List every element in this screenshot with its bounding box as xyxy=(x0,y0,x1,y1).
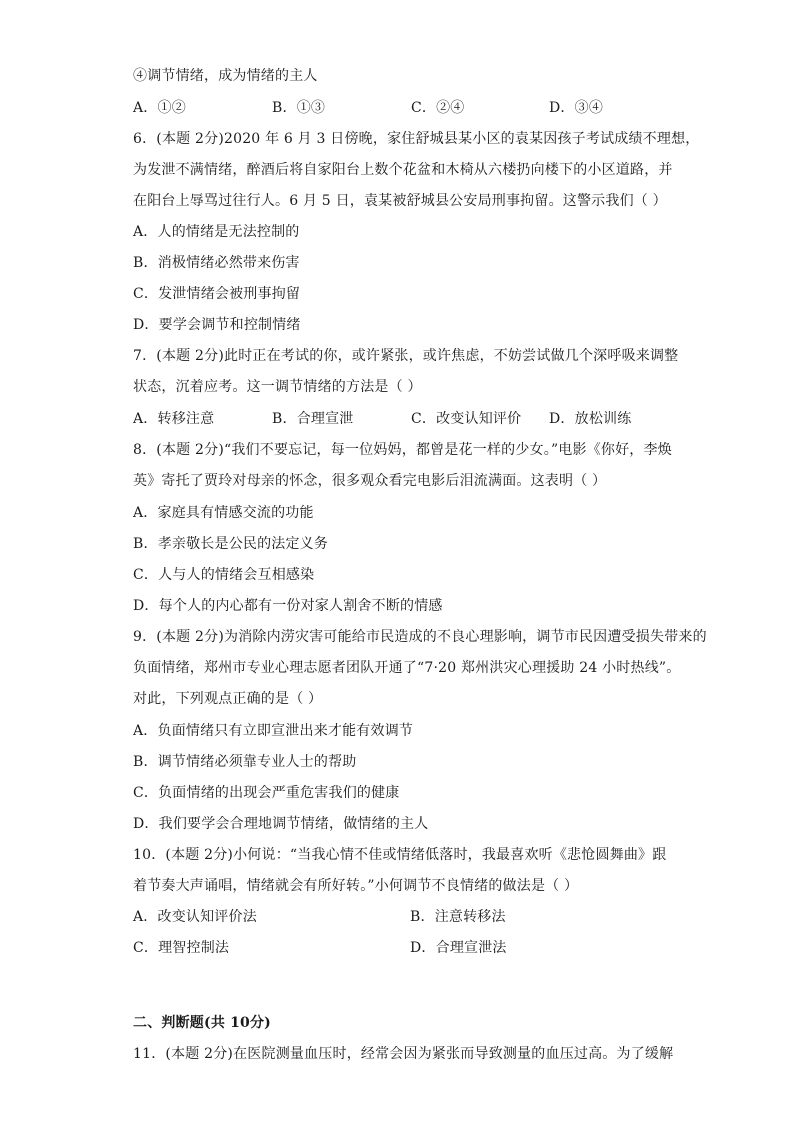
q10-option-d: D．合理宣泄法 xyxy=(410,940,507,956)
q9-option-c: C．负面情绪的出现会严重危害我们的健康 xyxy=(133,785,400,801)
q8-option-d: D．每个人的内心都有一份对家人割舍不断的情感 xyxy=(133,598,443,614)
q7-option-a: A．转移注意 xyxy=(133,411,215,427)
q9-stem-line-2: 负面情绪，郑州市专业心理志愿者团队开通了“7·20 郑州洪灾心理援助 24 小时热线”。 xyxy=(133,660,681,676)
q7-option-d: D．放松训练 xyxy=(549,411,632,427)
q6-stem-line-3: 在阳台上辱骂过往行人。6 月 5 日，袁某被舒城县公安局刑事拘留。这警示我们（ ） xyxy=(133,193,667,209)
q6-option-c: C．发泄情绪会被刑事拘留 xyxy=(133,286,301,302)
q9-stem-line-3: 对此，下列观点正确的是（ ） xyxy=(133,691,323,707)
q10-option-a: A．改变认知评价法 xyxy=(133,909,257,925)
q8-option-b: B．孝亲敬长是公民的法定义务 xyxy=(133,536,329,552)
q6-option-a: A．人的情绪是无法控制的 xyxy=(133,224,300,240)
q6-stem-line-2: 为发泄不满情绪，醉酒后将自家阳台上数个花盆和木椅从六楼扔向楼下的小区道路，并 xyxy=(133,162,673,178)
q9-option-a: A．负面情绪只有立即宣泄出来才能有效调节 xyxy=(133,723,414,739)
q10-option-b: B．注意转移法 xyxy=(410,909,506,925)
q10-stem-line-2: 着节奏大声诵唱，情绪就会有所好转。”小何调节不良情绪的做法是（ ） xyxy=(133,878,579,894)
q6-option-b: B．消极情绪必然带来伤害 xyxy=(133,255,300,271)
q8-option-a: A．家庭具有情感交流的功能 xyxy=(133,505,314,521)
q5-option-b: B．①③ xyxy=(272,100,326,116)
q7-option-c: C．改变认知评价 xyxy=(411,411,522,427)
q9-option-d: D．我们要学会合理地调节情绪，做情绪的主人 xyxy=(133,816,429,832)
q5-option-c: C．②④ xyxy=(411,100,465,116)
q9-stem-line-1: 9．(本题 2分)为消除内涝灾害可能给市民造成的不良心理影响，调节市民因遭受损失带来的 xyxy=(133,629,707,645)
q7-stem-line-1: 7．(本题 2分)此时正在考试的你，或许紧张，或许焦虑，不妨尝试做几个深呼吸来调整 xyxy=(133,348,679,364)
q10-option-c: C．理智控制法 xyxy=(133,940,230,956)
q9-option-b: B．调节情绪必须靠专业人士的帮助 xyxy=(133,754,357,770)
q7-option-b: B．合理宣泄 xyxy=(272,411,354,427)
q6-option-d: D．要学会调节和控制情绪 xyxy=(133,317,301,333)
q8-stem-line-1: 8．(本题 2分)“我们不要忘记，每一位妈妈，都曾是花一样的少女。”电影《你好，李焕 xyxy=(133,442,672,458)
q5-option-d: D．③④ xyxy=(549,100,604,116)
q10-stem-line-1: 10．(本题 2分)小何说：“当我心情不佳或情绪低落时，我最喜欢听《悲怆圆舞曲》跟 xyxy=(133,847,667,863)
section-title-judgement: 二、判断题(共 10分) xyxy=(133,1015,272,1031)
q5-option-a: A．①② xyxy=(133,100,186,116)
q6-stem-line-1: 6．(本题 2分)2020 年 6 月 3 日傍晚，家住舒城县某小区的袁某因孩子考试成绩不理想， xyxy=(133,131,700,147)
q11-stem-line-1: 11．(本题 2分)在医院测量血压时，经常会因为紧张而导致测量的血压过高。为了缓解 xyxy=(133,1046,674,1062)
q8-stem-line-2: 英》寄托了贾玲对母亲的怀念，很多观众看完电影后泪流满面。这表明（ ） xyxy=(133,473,607,489)
q5-statement-4: ④调节情绪，成为情绪的主人 xyxy=(133,68,318,84)
q8-option-c: C．人与人的情绪会互相感染 xyxy=(133,567,315,583)
q7-stem-line-2: 状态，沉着应考。这一调节情绪的方法是（ ） xyxy=(133,379,422,395)
